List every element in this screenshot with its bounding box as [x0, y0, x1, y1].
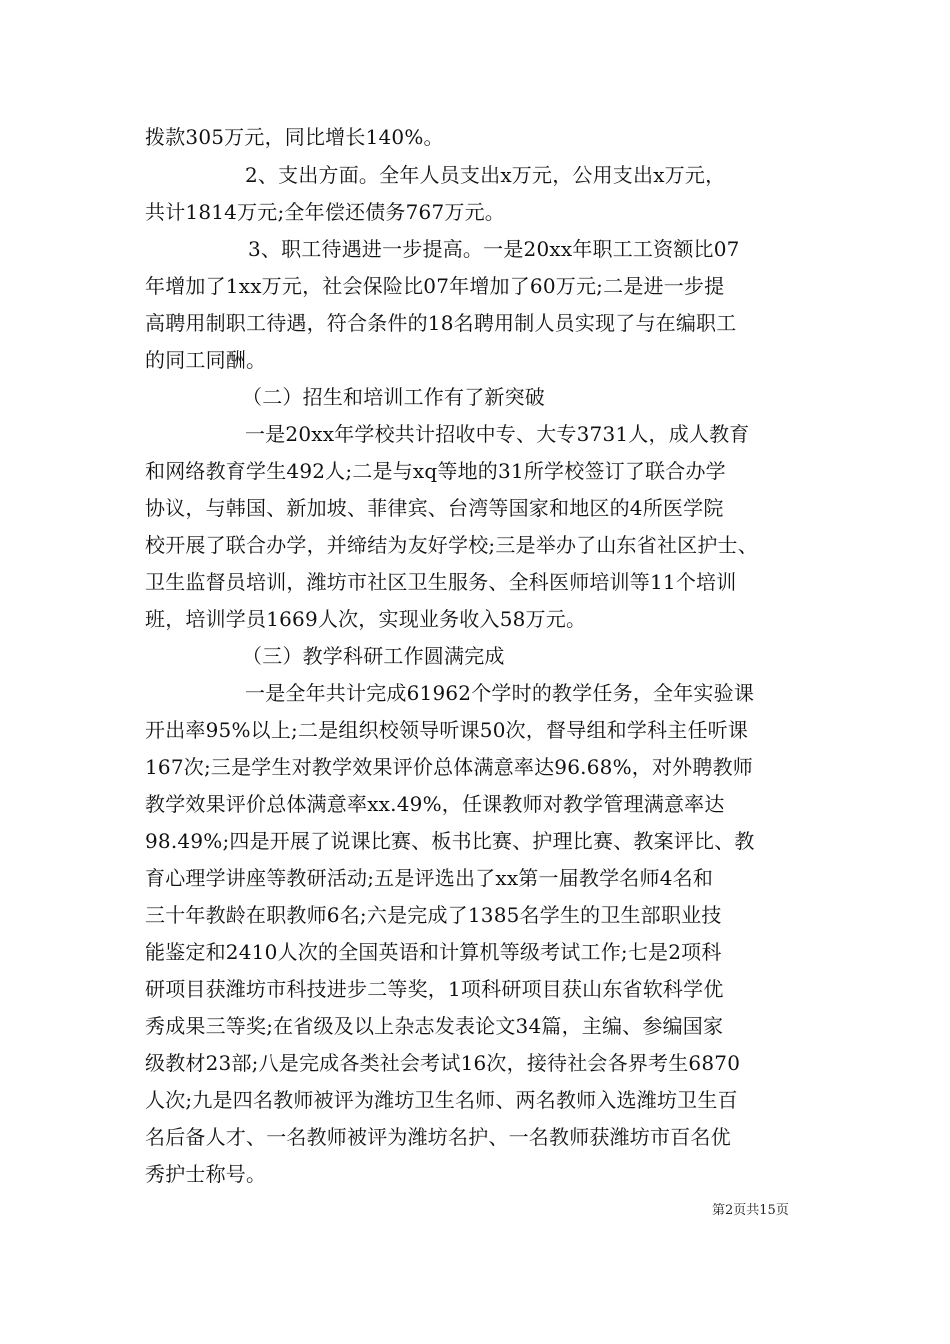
text-line: 一是20xx年学校共计招收中专、大专3731人，成人教育	[245, 422, 750, 446]
text-line: 3、职工待遇进一步提高。一是20xx年职工工资额比07	[248, 237, 740, 261]
text-line: 人次;九是四名教师被评为潍坊卫生名师、两名教师入选潍坊卫生百	[145, 1088, 738, 1112]
text-line: 育心理学讲座等教研活动;五是评选出了xx第一届教学名师4名和	[145, 866, 714, 890]
text-line: 高聘用制职工待遇，符合条件的18名聘用制人员实现了与在编职工	[145, 311, 737, 335]
text-line: 教学效果评价总体满意率xx.49%，任课教师对教学管理满意率达	[145, 792, 725, 816]
text-line: 一是全年共计完成61962个学时的教学任务，全年实验课	[245, 681, 755, 705]
text-line: 班，培训学员1669人次，实现业务收入58万元。	[145, 607, 587, 631]
text-line: 协议，与韩国、新加坡、菲律宾、台湾等国家和地区的4所医学院	[145, 496, 724, 520]
text-line: 98.49%;四是开展了说课比赛、板书比赛、护理比赛、教案评比、教	[145, 829, 755, 853]
text-line: 的同工同酬。	[145, 348, 267, 372]
text-line: 研项目获潍坊市科技进步二等奖，1项科研项目获山东省软科学优	[145, 977, 724, 1001]
text-line: 校开展了联合办学，并缔结为友好学校;三是举办了山东省社区护士、	[145, 533, 758, 557]
text-line: 名后备人才、一名教师被评为潍坊名护、一名教师获潍坊市百名优	[145, 1125, 731, 1149]
text-line: 和网络教育学生492人;二是与xq等地的31所学校签订了联合办学	[145, 459, 726, 483]
section-heading: （三）教学科研工作圆满完成	[242, 644, 505, 668]
text-line: 167次;三是学生对教学效果评价总体满意率达96.68%，对外聘教师	[145, 755, 753, 779]
text-line: 拨款305万元，同比增长140%。	[145, 125, 444, 149]
text-line: 开出率95%以上;二是组织校领导听课50次，督导组和学科主任听课	[145, 718, 749, 742]
text-line: 年增加了1xx万元，社会保险比07年增加了60万元;二是进一步提	[145, 274, 725, 298]
text-line: 卫生监督员培训，潍坊市社区卫生服务、全科医师培训等11个培训	[145, 570, 737, 594]
text-line: 2、支出方面。全年人员支出x万元，公用支出x万元，	[245, 163, 726, 187]
text-line: 能鉴定和2410人次的全国英语和计算机等级考试工作;七是2项科	[145, 940, 722, 964]
text-line: 共计1814万元;全年偿还债务767万元。	[145, 200, 506, 224]
text-line: 级教材23部;八是完成各类社会考试16次，接待社会各界考生6870	[145, 1051, 741, 1075]
text-line: 三十年教龄在职教师6名;六是完成了1385名学生的卫生部职业技	[145, 903, 722, 927]
text-line: 秀护士称号。	[145, 1162, 267, 1186]
text-line: 秀成果三等奖;在省级及以上杂志发表论文34篇，主编、参编国家	[145, 1014, 724, 1038]
section-heading: （二）招生和培训工作有了新突破	[242, 385, 545, 409]
page-number-footer: 第2页共15页	[712, 1203, 789, 1218]
